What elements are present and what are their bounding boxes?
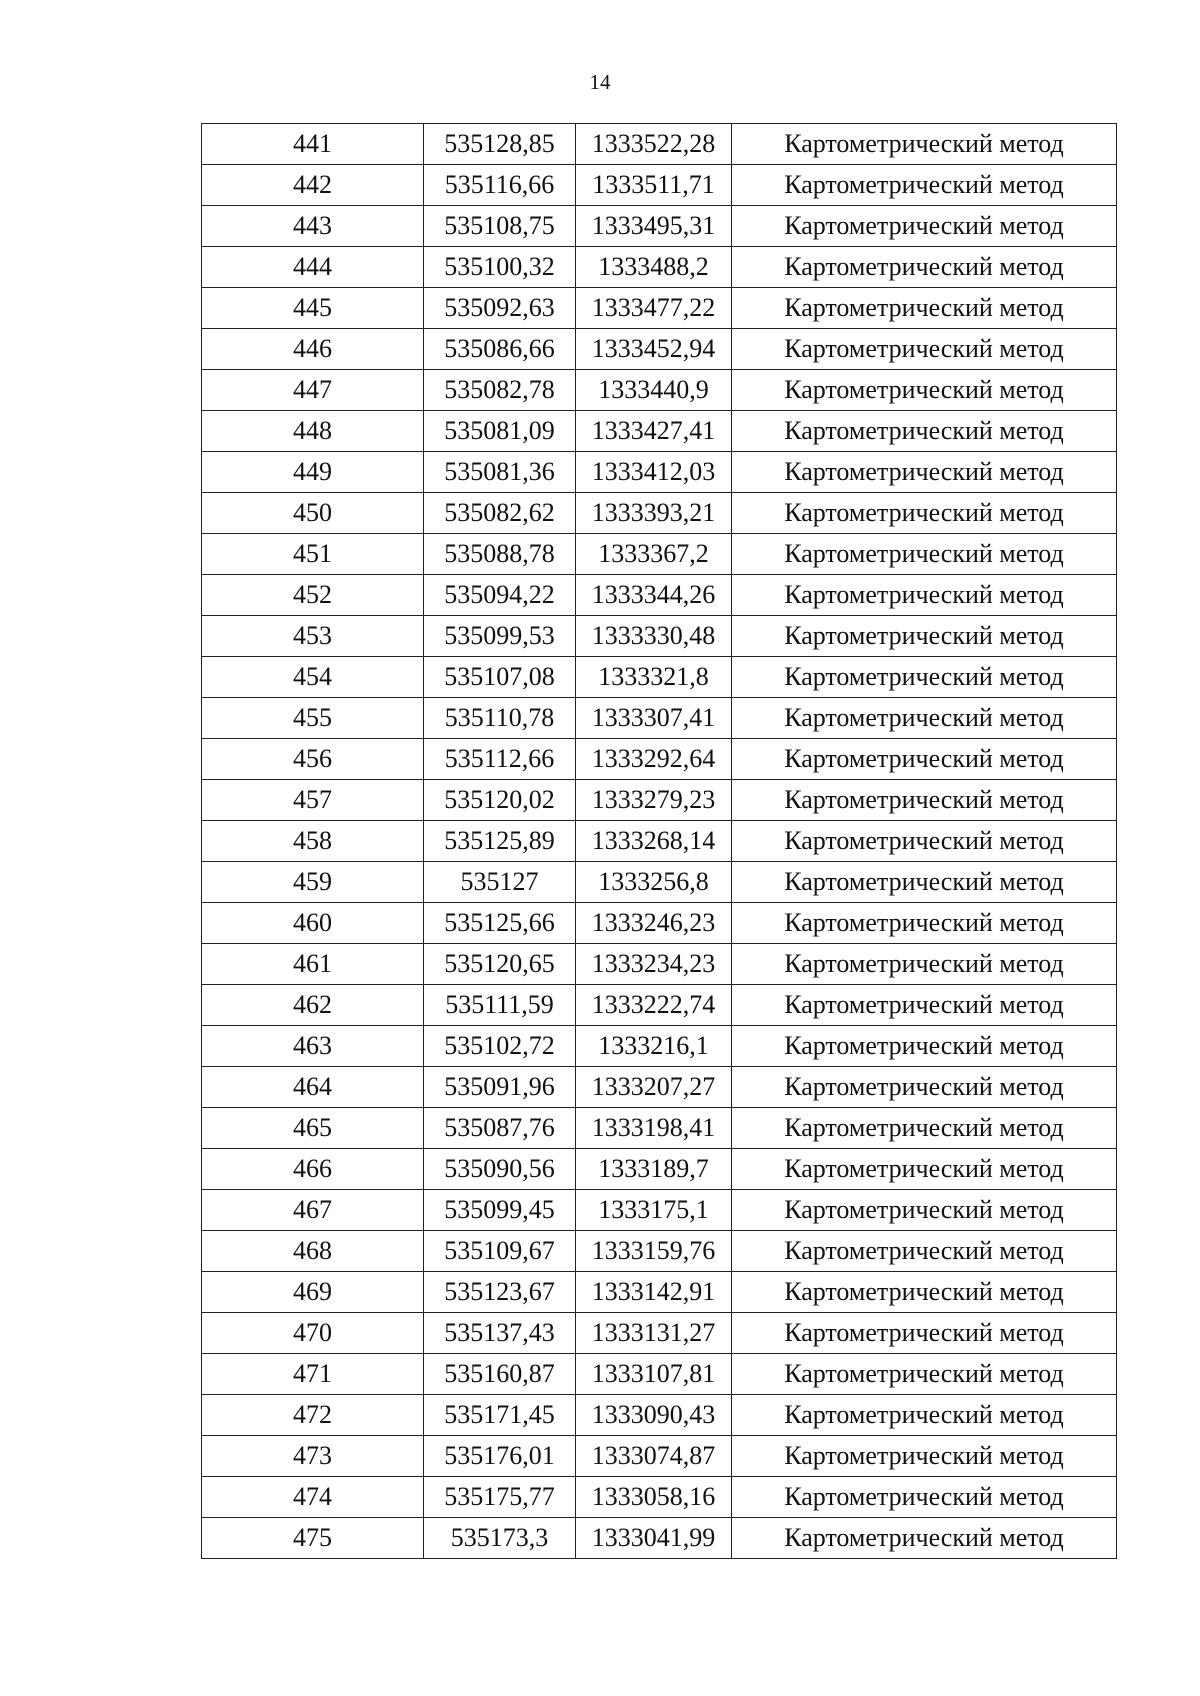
y-coordinate-cell: 1333330,48 xyxy=(576,616,732,657)
x-coordinate-cell: 535088,78 xyxy=(424,534,576,575)
table-row xyxy=(202,1231,1117,1272)
point-number-cell: 460 xyxy=(202,903,424,944)
method-cell: Картометрический метод xyxy=(732,944,1117,985)
table-row xyxy=(202,862,1117,903)
point-number-cell: 450 xyxy=(202,493,424,534)
y-coordinate-cell: 1333321,8 xyxy=(576,657,732,698)
x-coordinate-cell: 535111,59 xyxy=(424,985,576,1026)
x-coordinate-cell: 535087,76 xyxy=(424,1108,576,1149)
method-cell: Картометрический метод xyxy=(732,1149,1117,1190)
y-coordinate-cell: 1333234,23 xyxy=(576,944,732,985)
point-number-cell: 456 xyxy=(202,739,424,780)
page-number: 14 xyxy=(589,70,611,94)
table-row xyxy=(202,1108,1117,1149)
y-coordinate-cell: 1333222,74 xyxy=(576,985,732,1026)
point-number-cell: 448 xyxy=(202,411,424,452)
table-row xyxy=(202,1354,1117,1395)
x-coordinate-cell: 535081,36 xyxy=(424,452,576,493)
table-row xyxy=(202,739,1117,780)
point-number-cell: 454 xyxy=(202,657,424,698)
y-coordinate-cell: 1333198,41 xyxy=(576,1108,732,1149)
table-row xyxy=(202,698,1117,739)
x-coordinate-cell: 535116,66 xyxy=(424,165,576,206)
table-row xyxy=(202,1067,1117,1108)
x-coordinate-cell: 535123,67 xyxy=(424,1272,576,1313)
y-coordinate-cell: 1333495,31 xyxy=(576,206,732,247)
point-number-cell: 474 xyxy=(202,1477,424,1518)
point-number-cell: 445 xyxy=(202,288,424,329)
point-number-cell: 459 xyxy=(202,862,424,903)
y-coordinate-cell: 1333307,41 xyxy=(576,698,732,739)
y-coordinate-cell: 1333216,1 xyxy=(576,1026,732,1067)
x-coordinate-cell: 535112,66 xyxy=(424,739,576,780)
x-coordinate-cell: 535102,72 xyxy=(424,1026,576,1067)
x-coordinate-cell: 535175,77 xyxy=(424,1477,576,1518)
method-cell: Картометрический метод xyxy=(732,657,1117,698)
point-number-cell: 468 xyxy=(202,1231,424,1272)
table-row xyxy=(202,985,1117,1026)
point-number-cell: 469 xyxy=(202,1272,424,1313)
y-coordinate-cell: 1333477,22 xyxy=(576,288,732,329)
x-coordinate-cell: 535160,87 xyxy=(424,1354,576,1395)
y-coordinate-cell: 1333189,7 xyxy=(576,1149,732,1190)
table-row xyxy=(202,903,1117,944)
table-row xyxy=(202,411,1117,452)
method-cell: Картометрический метод xyxy=(732,288,1117,329)
x-coordinate-cell: 535081,09 xyxy=(424,411,576,452)
y-coordinate-cell: 1333256,8 xyxy=(576,862,732,903)
x-coordinate-cell: 535099,53 xyxy=(424,616,576,657)
x-coordinate-cell: 535086,66 xyxy=(424,329,576,370)
table-row xyxy=(202,452,1117,493)
method-cell: Картометрический метод xyxy=(732,1231,1117,1272)
point-number-cell: 464 xyxy=(202,1067,424,1108)
table-row xyxy=(202,1190,1117,1231)
x-coordinate-cell: 535092,63 xyxy=(424,288,576,329)
table-row xyxy=(202,124,1117,165)
point-number-cell: 455 xyxy=(202,698,424,739)
table-row xyxy=(202,944,1117,985)
method-cell: Картометрический метод xyxy=(732,1477,1117,1518)
x-coordinate-cell: 535100,32 xyxy=(424,247,576,288)
y-coordinate-cell: 1333107,81 xyxy=(576,1354,732,1395)
y-coordinate-cell: 1333207,27 xyxy=(576,1067,732,1108)
y-coordinate-cell: 1333427,41 xyxy=(576,411,732,452)
x-coordinate-cell: 535094,22 xyxy=(424,575,576,616)
x-coordinate-cell: 535108,75 xyxy=(424,206,576,247)
method-cell: Картометрический метод xyxy=(732,575,1117,616)
method-cell: Картометрический метод xyxy=(732,739,1117,780)
table-row xyxy=(202,1436,1117,1477)
y-coordinate-cell: 1333440,9 xyxy=(576,370,732,411)
point-number-cell: 467 xyxy=(202,1190,424,1231)
method-cell: Картометрический метод xyxy=(732,1518,1117,1559)
point-number-cell: 472 xyxy=(202,1395,424,1436)
method-cell: Картометрический метод xyxy=(732,985,1117,1026)
method-cell: Картометрический метод xyxy=(732,821,1117,862)
x-coordinate-cell: 535171,45 xyxy=(424,1395,576,1436)
table-row xyxy=(202,821,1117,862)
table-row xyxy=(202,493,1117,534)
point-number-cell: 446 xyxy=(202,329,424,370)
y-coordinate-cell: 1333279,23 xyxy=(576,780,732,821)
table-row xyxy=(202,1518,1117,1559)
table-row xyxy=(202,534,1117,575)
y-coordinate-cell: 1333058,16 xyxy=(576,1477,732,1518)
x-coordinate-cell: 535082,78 xyxy=(424,370,576,411)
table-row xyxy=(202,1395,1117,1436)
y-coordinate-cell: 1333367,2 xyxy=(576,534,732,575)
method-cell: Картометрический метод xyxy=(732,1354,1117,1395)
table-row xyxy=(202,616,1117,657)
x-coordinate-cell: 535137,43 xyxy=(424,1313,576,1354)
point-number-cell: 443 xyxy=(202,206,424,247)
point-number-cell: 457 xyxy=(202,780,424,821)
y-coordinate-cell: 1333412,03 xyxy=(576,452,732,493)
point-number-cell: 473 xyxy=(202,1436,424,1477)
y-coordinate-cell: 1333452,94 xyxy=(576,329,732,370)
table-row xyxy=(202,575,1117,616)
method-cell: Картометрический метод xyxy=(732,329,1117,370)
table-row xyxy=(202,1026,1117,1067)
method-cell: Картометрический метод xyxy=(732,534,1117,575)
y-coordinate-cell: 1333393,21 xyxy=(576,493,732,534)
point-number-cell: 471 xyxy=(202,1354,424,1395)
method-cell: Картометрический метод xyxy=(732,780,1117,821)
x-coordinate-cell: 535109,67 xyxy=(424,1231,576,1272)
x-coordinate-cell: 535128,85 xyxy=(424,124,576,165)
x-coordinate-cell: 535176,01 xyxy=(424,1436,576,1477)
x-coordinate-cell: 535125,89 xyxy=(424,821,576,862)
point-number-cell: 475 xyxy=(202,1518,424,1559)
method-cell: Картометрический метод xyxy=(732,165,1117,206)
y-coordinate-cell: 1333522,28 xyxy=(576,124,732,165)
y-coordinate-cell: 1333074,87 xyxy=(576,1436,732,1477)
x-coordinate-cell: 535127 xyxy=(424,862,576,903)
coordinates-table xyxy=(201,123,1117,1559)
point-number-cell: 447 xyxy=(202,370,424,411)
y-coordinate-cell: 1333488,2 xyxy=(576,247,732,288)
table-row xyxy=(202,1149,1117,1190)
point-number-cell: 463 xyxy=(202,1026,424,1067)
point-number-cell: 458 xyxy=(202,821,424,862)
point-number-cell: 451 xyxy=(202,534,424,575)
x-coordinate-cell: 535110,78 xyxy=(424,698,576,739)
method-cell: Картометрический метод xyxy=(732,370,1117,411)
y-coordinate-cell: 1333041,99 xyxy=(576,1518,732,1559)
table-row xyxy=(202,206,1117,247)
x-coordinate-cell: 535107,08 xyxy=(424,657,576,698)
method-cell: Картометрический метод xyxy=(732,1190,1117,1231)
method-cell: Картометрический метод xyxy=(732,124,1117,165)
point-number-cell: 470 xyxy=(202,1313,424,1354)
point-number-cell: 442 xyxy=(202,165,424,206)
table-row xyxy=(202,657,1117,698)
x-coordinate-cell: 535082,62 xyxy=(424,493,576,534)
table-row xyxy=(202,780,1117,821)
method-cell: Картометрический метод xyxy=(732,1067,1117,1108)
x-coordinate-cell: 535125,66 xyxy=(424,903,576,944)
y-coordinate-cell: 1333268,14 xyxy=(576,821,732,862)
method-cell: Картометрический метод xyxy=(732,493,1117,534)
method-cell: Картометрический метод xyxy=(732,698,1117,739)
table-row xyxy=(202,1272,1117,1313)
point-number-cell: 465 xyxy=(202,1108,424,1149)
table-row xyxy=(202,1477,1117,1518)
x-coordinate-cell: 535091,96 xyxy=(424,1067,576,1108)
x-coordinate-cell: 535173,3 xyxy=(424,1518,576,1559)
method-cell: Картометрический метод xyxy=(732,247,1117,288)
y-coordinate-cell: 1333292,64 xyxy=(576,739,732,780)
x-coordinate-cell: 535090,56 xyxy=(424,1149,576,1190)
method-cell: Картометрический метод xyxy=(732,1026,1117,1067)
y-coordinate-cell: 1333344,26 xyxy=(576,575,732,616)
y-coordinate-cell: 1333246,23 xyxy=(576,903,732,944)
point-number-cell: 449 xyxy=(202,452,424,493)
method-cell: Картометрический метод xyxy=(732,206,1117,247)
method-cell: Картометрический метод xyxy=(732,1436,1117,1477)
table-row xyxy=(202,165,1117,206)
y-coordinate-cell: 1333175,1 xyxy=(576,1190,732,1231)
method-cell: Картометрический метод xyxy=(732,903,1117,944)
coordinates-table-body xyxy=(202,124,1117,1559)
point-number-cell: 453 xyxy=(202,616,424,657)
method-cell: Картометрический метод xyxy=(732,1108,1117,1149)
point-number-cell: 462 xyxy=(202,985,424,1026)
table-row xyxy=(202,1313,1117,1354)
method-cell: Картометрический метод xyxy=(732,1395,1117,1436)
method-cell: Картометрический метод xyxy=(732,411,1117,452)
y-coordinate-cell: 1333131,27 xyxy=(576,1313,732,1354)
table-row xyxy=(202,370,1117,411)
point-number-cell: 441 xyxy=(202,124,424,165)
method-cell: Картометрический метод xyxy=(732,1313,1117,1354)
method-cell: Картометрический метод xyxy=(732,862,1117,903)
point-number-cell: 461 xyxy=(202,944,424,985)
table-row xyxy=(202,329,1117,370)
method-cell: Картометрический метод xyxy=(732,616,1117,657)
point-number-cell: 452 xyxy=(202,575,424,616)
point-number-cell: 466 xyxy=(202,1149,424,1190)
x-coordinate-cell: 535120,02 xyxy=(424,780,576,821)
table-row xyxy=(202,288,1117,329)
table-row xyxy=(202,247,1117,288)
x-coordinate-cell: 535099,45 xyxy=(424,1190,576,1231)
point-number-cell: 444 xyxy=(202,247,424,288)
y-coordinate-cell: 1333090,43 xyxy=(576,1395,732,1436)
method-cell: Картометрический метод xyxy=(732,452,1117,493)
method-cell: Картометрический метод xyxy=(732,1272,1117,1313)
y-coordinate-cell: 1333159,76 xyxy=(576,1231,732,1272)
x-coordinate-cell: 535120,65 xyxy=(424,944,576,985)
y-coordinate-cell: 1333511,71 xyxy=(576,165,732,206)
y-coordinate-cell: 1333142,91 xyxy=(576,1272,732,1313)
